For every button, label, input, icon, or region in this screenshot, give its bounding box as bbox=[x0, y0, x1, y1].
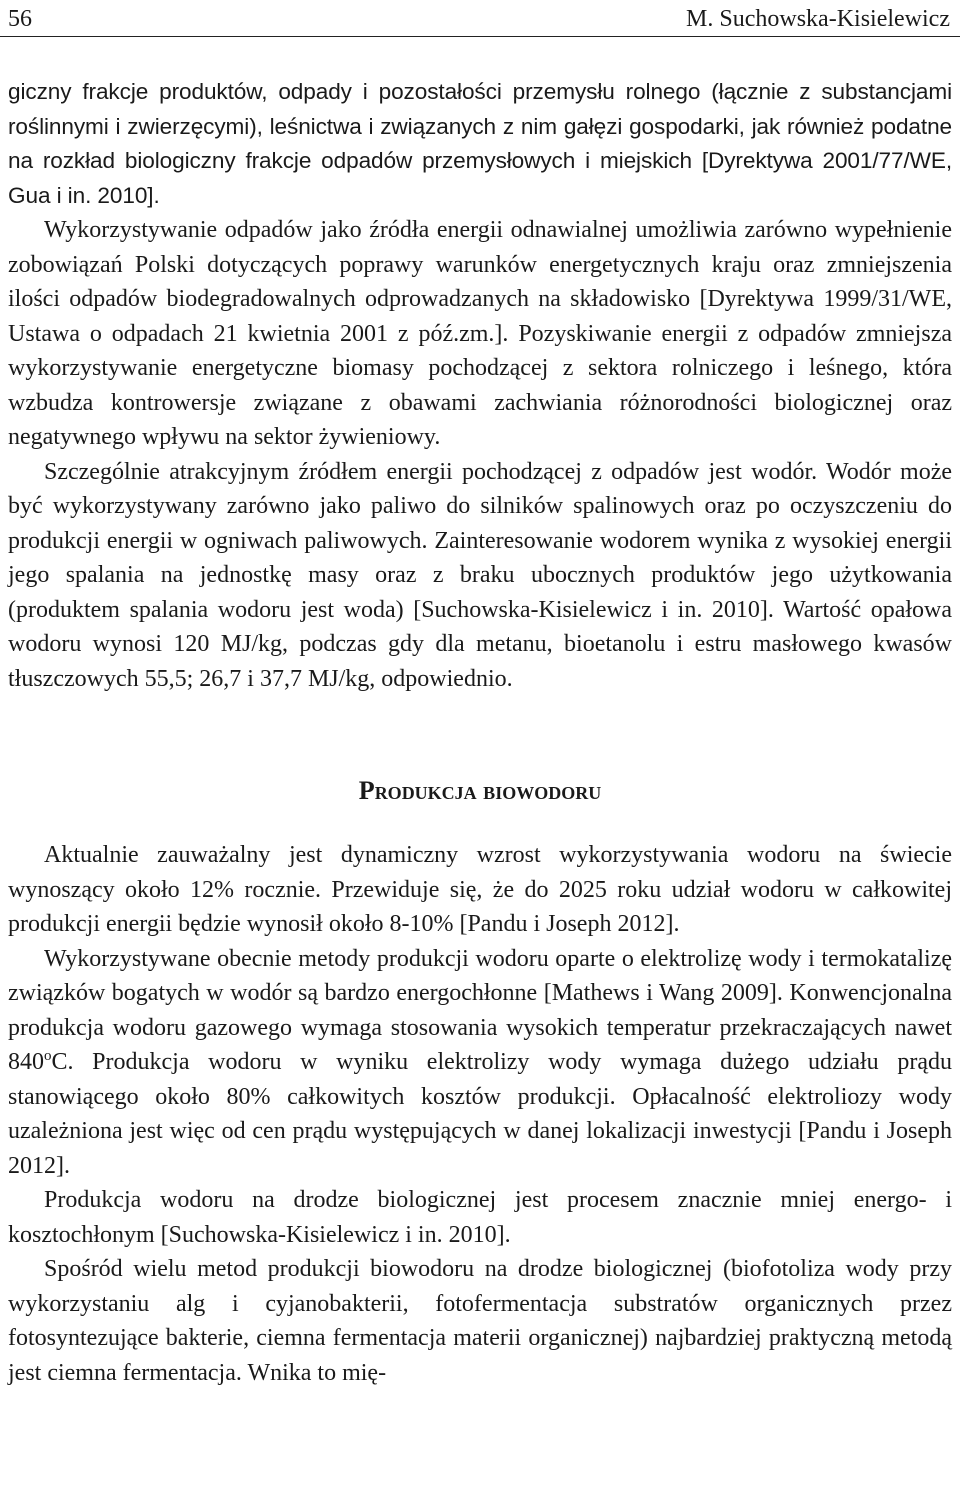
running-author: M. Suchowska-Kisielewicz bbox=[686, 6, 950, 32]
section-heading-rest: rodukcja biowodoru bbox=[374, 776, 602, 805]
paragraph-methods bbox=[8, 942, 952, 1184]
paragraph-growth: Aktualnie zauważalny jest dynamiczny wzrost wykorzystywania wodoru na świecie wynoszący około 12% rocznie. Przewiduje się, że do 2025 roku udział wodoru w całkowitej produkcji energii będzie wynosił około 8-10% [Pandu i Joseph 2012]. bbox=[8, 842, 952, 937]
paragraph-methods-part2: C. Produkcja wodoru w wyniku elektrolizy wody wymaga dużego udziału prądu stanowiącego około 80% całkowitych kosztów produkcji. Opłacalność elektroliozy wody uzależniona jest więc od cen prądu występujących w danej lokalizacji inwestycji [Pandu i Joseph 2012]. bbox=[8, 1049, 952, 1179]
degree-superscript: o bbox=[44, 1048, 52, 1064]
paragraph-waste-energy-part1: Wykorzystywanie odpadów jako źródła energii odnawialnej umożliwia zarówno wypełnienie zobowiązań Polski dotyczących poprawy warunków energetycznych kraju oraz zmniejszenia ilości odpadów biodegradowalnych odprowadzanych na składowisko [Dyrektywa 1999/31/WE, Ustawa o odpadach 21 kwietnia 2001 z póź.zm.]. bbox=[8, 217, 952, 347]
running-header bbox=[0, 0, 960, 37]
paragraph-continued: giczny frakcje produktów, odpady i pozostałości przemysłu rolnego (łącznie z substancjami roślinnymi i zwierzęcymi), leśnictwa i związanych z nim gałęzi gospodarki, jak również podatne na rozkład biologiczny frakcje odpadów przemysłowych i miejskich [Dyrektywa 2001/77/WE, Gua i in. 2010]. bbox=[8, 79, 952, 208]
paragraph-dark-fermentation: Spośród wielu metod produkcji biowodoru na drodze biologicznej (biofotoliza wody przy wykorzystaniu alg i cyjanobakterii, fotofermentacja substratów organicznych przez fotosyntezujące bakterie, ciemna fermentacja materii organicznej) najbardziej praktyczną metodą jest ciemna fermentacja. Wnika to mię- bbox=[8, 1256, 952, 1386]
paragraph-biological: Produkcja wodoru na drodze biologicznej jest procesem znacznie mniej energo- i kosztochłonym [Suchowska-Kisielewicz i in. 2010]. bbox=[8, 1187, 952, 1248]
paragraph-waste-energy-part2: Pozyskiwanie energii z odpadów zmniejsza wykorzystywanie energetyczne biomasy pochodzącej z sektora rolniczego i leśnego, która wzbudza kontrowersje związane z obawami zachwiania różnorodności biologicznej oraz negatywnego wpływu na sektor żywieniowy. bbox=[8, 320, 952, 450]
section-heading bbox=[8, 774, 952, 808]
section-heading-initial: P bbox=[358, 776, 375, 805]
paragraph-waste-energy bbox=[8, 213, 952, 455]
body-text bbox=[8, 75, 952, 1390]
paragraph-hydrogen: Szczególnie atrakcyjnym źródłem energii pochodzącej z odpadów jest wodór. Wodór może być wykorzystywany zarówno jako paliwo do silników spalinowych oraz po oczyszczeniu do produkcji energii w ogniwach paliwowych. Zainteresowanie wodorem wynika z wysokiej energii jego spalania na jednostkę masy oraz z braku ubocznych produktów jego użytkowania (produktem spalania wodoru jest woda) [Suchowska-Kisielewicz i in. 2010]. Wartość opałowa wodoru wynosi 120 MJ/kg, podczas gdy dla metanu, bioetanolu i estru masłowego kwasów tłuszczowych 55,5; 26,7 i 37,7 MJ/kg, odpowiednio. bbox=[8, 458, 952, 692]
document-page bbox=[8, 0, 952, 1390]
paragraph-methods-part1: Wykorzystywane obecnie metody produkcji wodoru oparte o elektrolizę wody i termokatalizę związków bogatych w wodór są bardzo energochłonne [Mathews i Wang 2009]. Konwencjonalna produkcja wodoru gazowego wymaga stosowania wysokich temperatur przekraczających nawet 840 bbox=[8, 945, 952, 1075]
page-number: 56 bbox=[8, 6, 32, 32]
